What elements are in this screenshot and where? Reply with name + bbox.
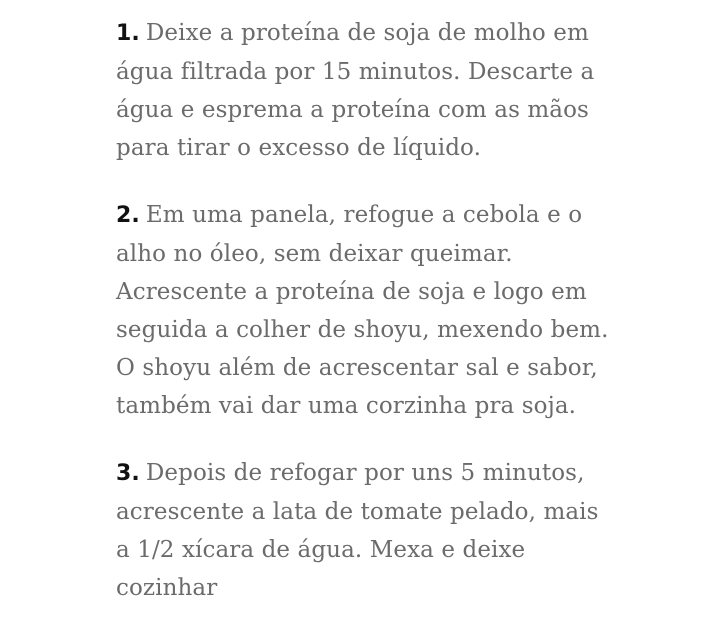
step-text: Depois de refogar por uns 5 minutos, acrescente a lata de tomate pelado, mais a 1/2 xícara de água. Mexa e deixe cozinhar	[116, 460, 599, 601]
step-text: Em uma panela, refogue a cebola e o alho no óleo, sem deixar queimar. Acrescente a proteína de soja e logo em seguida a colher de shoyu, mexendo bem. O shoyu além de acrescentar sal e sabor, também vai dar uma corzinha pra soja.	[116, 202, 609, 419]
step-1	[116, 14, 616, 167]
step-2	[116, 196, 616, 425]
recipe-steps	[116, 14, 616, 636]
step-3	[116, 454, 616, 607]
step-number: 3.	[116, 461, 140, 486]
step-number: 2.	[116, 203, 140, 228]
step-text: Deixe a proteína de soja de molho em água filtrada por 15 minutos. Descarte a água e esprema a proteína com as mãos para tirar o excesso de líquido.	[116, 20, 595, 161]
step-number: 1.	[116, 21, 140, 46]
